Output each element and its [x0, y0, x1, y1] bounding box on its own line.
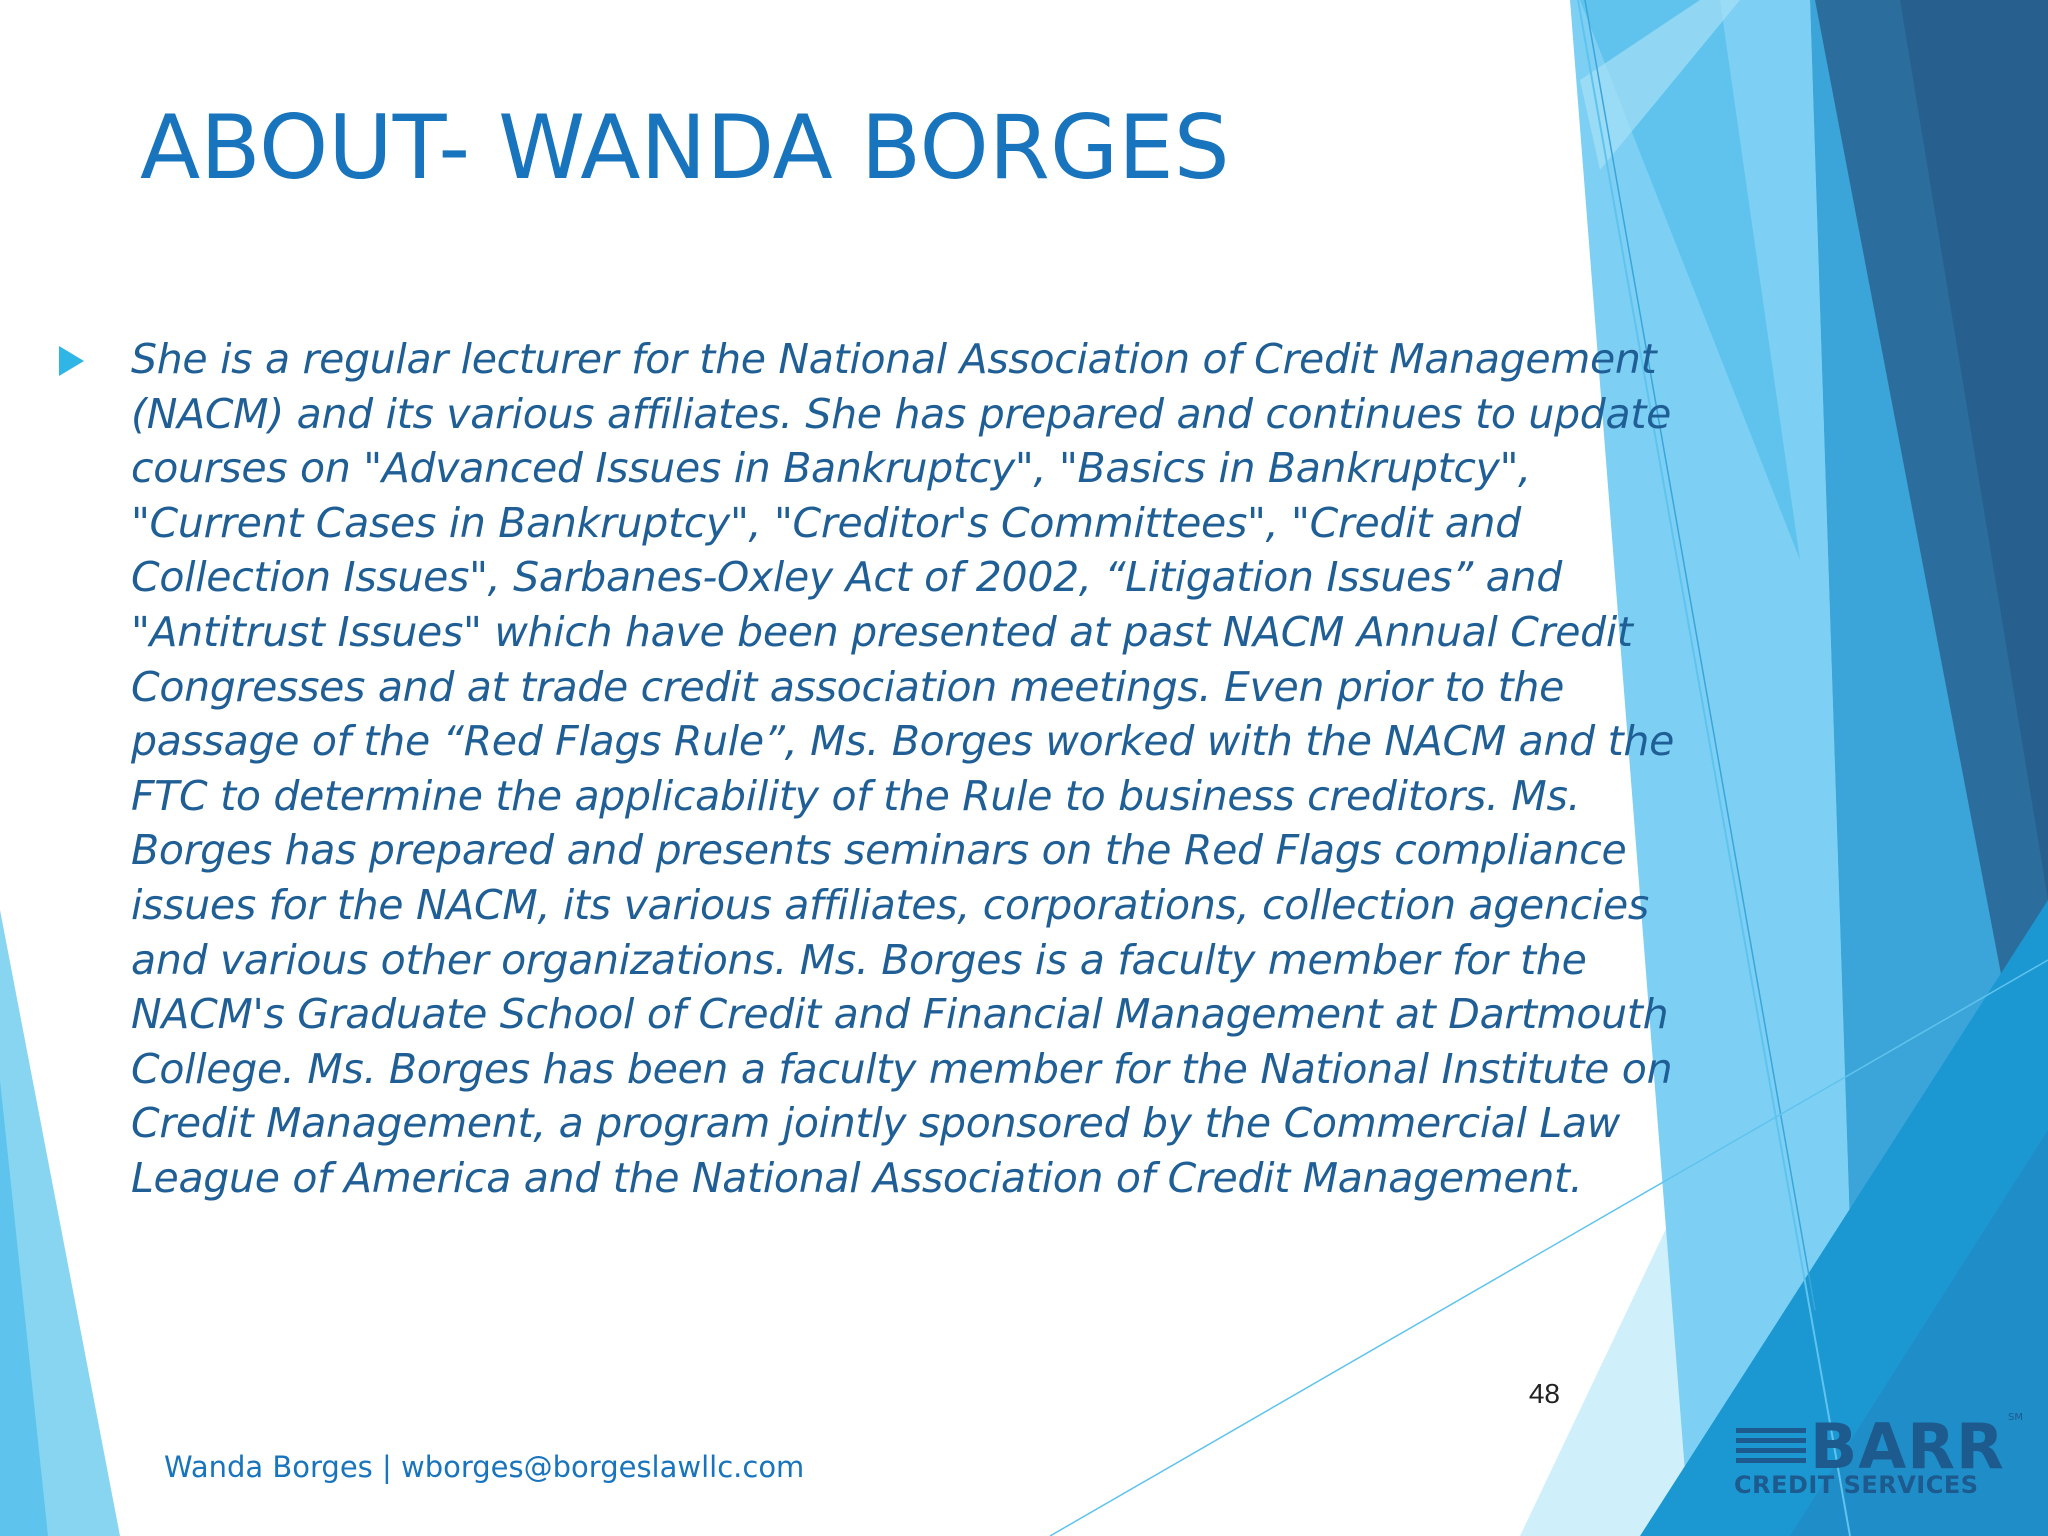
- footer-contact: Wanda Borges | wborges@borgeslawllc.com: [164, 1450, 805, 1484]
- slide-title: ABOUT- WANDA BORGES: [140, 96, 1230, 199]
- bio-paragraph: She is a regular lecturer for the National Association of Credit Management (NACM) and its various affiliates. She has prepared and continues to update courses on "Advanced Issues in Bankruptcy", "Basics in Bankruptcy", "Current Cases in Bankruptcy", "Creditor's Committees", "Credit and Collection Issues", Sarbanes-Oxley Act of 2002, “Litigation Issues” and "Antitrust Issues" which have been presented at past NACM Annual Credit Congresses and at trade credit association meetings. Even prior to the passage of the “Red Flags Rule”, Ms. Borges worked with the NACM and the FTC to determine the applicability of the Rule to business creditors. Ms. Borges has prepared and presents seminars on the Red Flags compliance issues for the NACM, its various affiliates, corporations, collection agencies and various other organizations. Ms. Borges is a faculty member for the NACM's Graduate School of Credit and Financial Management at Dartmouth College. Ms. Borges has been a faculty member for the National Institute on Credit Management, a program jointly sponsored by the Commercial Law League of America and the National Association of Credit Management.: [131, 335, 1675, 1202]
- logo-service-mark: SM: [2008, 1412, 2023, 1423]
- barr-logo: [1730, 1410, 2023, 1499]
- logo-stripes-icon: [1736, 1428, 1806, 1474]
- logo-subtitle: CREDIT SERVICES: [1734, 1471, 1979, 1499]
- triangle-bullet-icon: [59, 346, 84, 376]
- logo-name: BARR: [1810, 1410, 2005, 1483]
- page-number: 48: [1528, 1378, 1560, 1409]
